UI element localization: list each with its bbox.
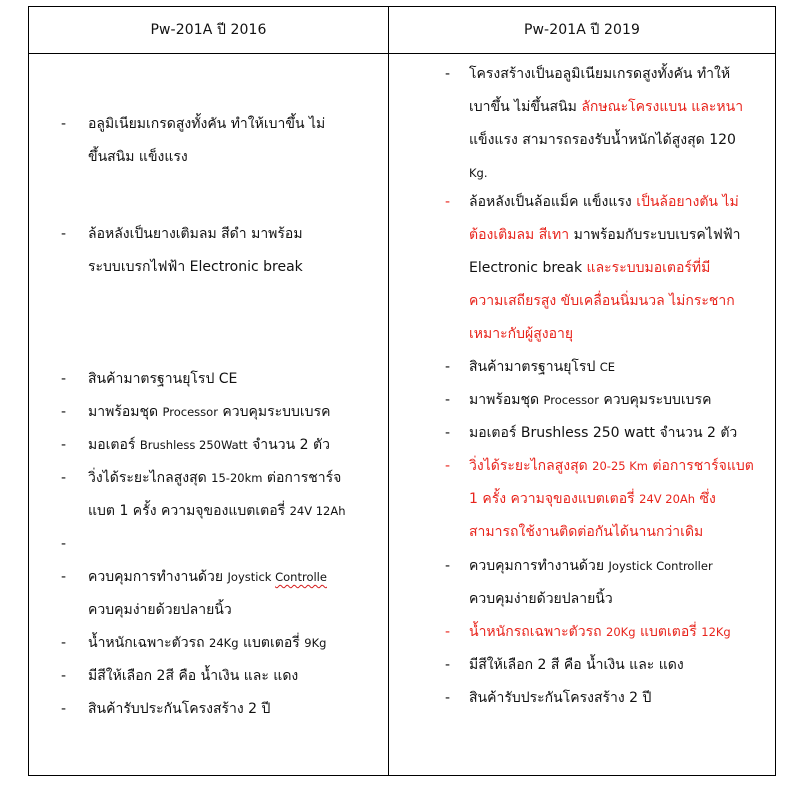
- spec-line: Kg.: [469, 166, 488, 180]
- highlight-red: เป็นล้อยางตัน ไม่: [636, 194, 739, 210]
- cell-2019-specs: [389, 54, 776, 776]
- spec-line: ล้อหลังเป็นยางเติมลม สีดำ มาพร้อม: [88, 226, 303, 242]
- bullet-dash: -: [61, 668, 67, 684]
- bullet-dash: -: [445, 194, 451, 210]
- spec-item-2019-1: [445, 58, 744, 190]
- spec-line: สินค้ารับประกันโครงสร้าง 2 ปี: [88, 701, 271, 717]
- spec-line: โครงสร้างเป็นอลูมิเนียมเกรดสูงทั้งคัน ทำให้: [469, 66, 731, 82]
- spec-line: 1 ครั้ง ความจุของแบตเตอรี่ 24V 20Ah ซึ่ง: [469, 491, 716, 507]
- bullet-dash: -: [445, 392, 451, 408]
- spec-item-2019-9: [445, 649, 684, 682]
- spec-item-2016-4: [61, 396, 331, 429]
- bullet-dash: -: [445, 657, 451, 673]
- spec-line: มาพร้อมชุด Processor ควบคุมระบบเบรค: [469, 392, 712, 408]
- bullet-dash: -: [445, 690, 451, 706]
- spec-item-2016-7: [61, 561, 327, 627]
- spec-line: ควบคุมง่ายด้วยปลายนิ้ว: [88, 602, 232, 618]
- spec-line: ต้องเติมลม สีเทา มาพร้อมกับระบบเบรคไฟฟ้า: [469, 227, 741, 243]
- bullet-dash: -: [61, 536, 67, 552]
- spec-item-2016-1: [61, 108, 326, 174]
- spec-line: ระบบเบรกไฟฟ้า Electronic break: [88, 259, 303, 275]
- spec-item-2019-7: [445, 550, 713, 616]
- spec-line: ความเสถียรสูง ขับเคลื่อนนิ่มนวล ไม่กระชาก: [469, 293, 735, 309]
- header-row: [29, 7, 776, 54]
- highlight-red: ต้องเติมลม สีเทา: [469, 227, 570, 243]
- bullet-dash: -: [61, 116, 67, 132]
- bullet-dash: -: [61, 404, 67, 420]
- bullet-dash: -: [61, 569, 67, 585]
- bullet-dash: -: [61, 470, 67, 486]
- bullet-dash: -: [445, 425, 451, 441]
- spec-line: สินค้ารับประกันโครงสร้าง 2 ปี: [469, 690, 652, 706]
- highlight-red: และระบบมอเตอร์ที่มี: [586, 260, 711, 276]
- spec-line: แบต 1 ครั้ง ความจุของแบตเตอรี่ 24V 12Ah: [88, 503, 346, 519]
- spec-line: สินค้ามาตรฐานยุโรป CE: [88, 371, 238, 387]
- spec-item-2019-8: [445, 616, 731, 649]
- spec-item-2016-5: [61, 429, 330, 462]
- spec-line: น้ำหนักเฉพาะตัวรถ 24Kg แบตเตอรี่ 9Kg: [88, 635, 327, 651]
- spec-line: เบาขึ้น ไม่ขึ้นสนิม ลักษณะโครงแบน และหนา: [469, 99, 744, 115]
- bullet-dash: -: [61, 437, 67, 453]
- spec-item-2019-4: [445, 384, 712, 417]
- bullet-dash: -: [61, 701, 67, 717]
- bullet-dash: -: [61, 635, 67, 651]
- cell-2016-specs: [29, 54, 389, 776]
- spec-item-2019-3: [445, 351, 616, 384]
- spec-item-2019-5: [445, 417, 738, 450]
- spec-item-2016-8: [61, 627, 327, 660]
- spec-line: สินค้ามาตรฐานยุโรป CE: [469, 359, 616, 375]
- spec-line: ควบคุมง่ายด้วยปลายนิ้ว: [469, 591, 613, 607]
- spellcheck-underline: Controlle: [275, 570, 327, 584]
- spec-line: มีสีให้เลือก 2 สี คือ น้ำเงิน และ แดง: [469, 657, 684, 673]
- spec-item-2019-10: [445, 682, 652, 715]
- spec-line: ควบคุมการทำงานด้วย Joystick Controller: [469, 558, 713, 574]
- bullet-dash: -: [445, 558, 451, 574]
- bullet-dash: -: [445, 624, 451, 640]
- spec-line: มีสีให้เลือก 2สี คือ น้ำเงิน และ แดง: [88, 668, 299, 684]
- spec-line: วิ่งได้ระยะไกลสูงสุด 20-25 Km ต่อการชาร์จแบต: [469, 458, 754, 474]
- spec-line: ควบคุมการทำงานด้วย Joystick Controlle: [88, 569, 327, 585]
- spec-line: มาพร้อมชุด Processor ควบคุมระบบเบรค: [88, 404, 331, 420]
- spec-line: มอเตอร์ Brushless 250 watt จำนวน 2 ตัว: [469, 425, 738, 441]
- spec-item-2016-9: [61, 660, 299, 693]
- spec-line: มอเตอร์ Brushless 250Watt จำนวน 2 ตัว: [88, 437, 330, 453]
- spec-item-2019-2: [445, 186, 741, 351]
- spec-line: Electronic break และระบบมอเตอร์ที่มี: [469, 260, 711, 276]
- spec-item-2016-3: [61, 363, 238, 396]
- spec-line: ล้อหลังเป็นล้อแม็ค แข็งแรง เป็นล้อยางตัน ไม่: [469, 194, 739, 210]
- comparison-table: [28, 6, 776, 776]
- spec-item-2016-6: [61, 462, 346, 528]
- header-2016: Pw-201A ปี 2016: [29, 7, 389, 54]
- spec-line: สามารถใช้งานติดต่อกันได้นานกว่าเดิม: [469, 524, 704, 540]
- spec-line: เหมาะกับผู้สูงอายุ: [469, 326, 574, 342]
- spec-line: ขึ้นสนิม แข็งแรง: [88, 149, 188, 165]
- highlight-red: ลักษณะโครงแบน และหนา: [581, 99, 744, 115]
- bullet-dash: -: [445, 66, 451, 82]
- bullet-dash: -: [61, 226, 67, 242]
- spec-line: อลูมิเนียมเกรดสูงทั้งคัน ทำให้เบาขึ้น ไม่: [88, 116, 326, 132]
- content-row: [29, 54, 776, 776]
- spec-item-2016-10: [61, 693, 271, 726]
- spec-line: น้ำหนักรถเฉพาะตัวรถ 20Kg แบตเตอรี่ 12Kg: [469, 624, 731, 640]
- bullet-dash: -: [445, 359, 451, 375]
- spec-line: แข็งแรง สามารถรองรับน้ำหนักได้สูงสุด 120: [469, 132, 736, 148]
- spec-line: วิ่งได้ระยะไกลสูงสุด 15-20km ต่อการชาร์จ: [88, 470, 342, 486]
- bullet-dash: -: [61, 371, 67, 387]
- spec-item-2016-2: [61, 218, 303, 284]
- bullet-dash: -: [445, 458, 451, 474]
- spec-item-2019-6: [445, 450, 754, 549]
- header-2019: Pw-201A ปี 2019: [389, 7, 776, 54]
